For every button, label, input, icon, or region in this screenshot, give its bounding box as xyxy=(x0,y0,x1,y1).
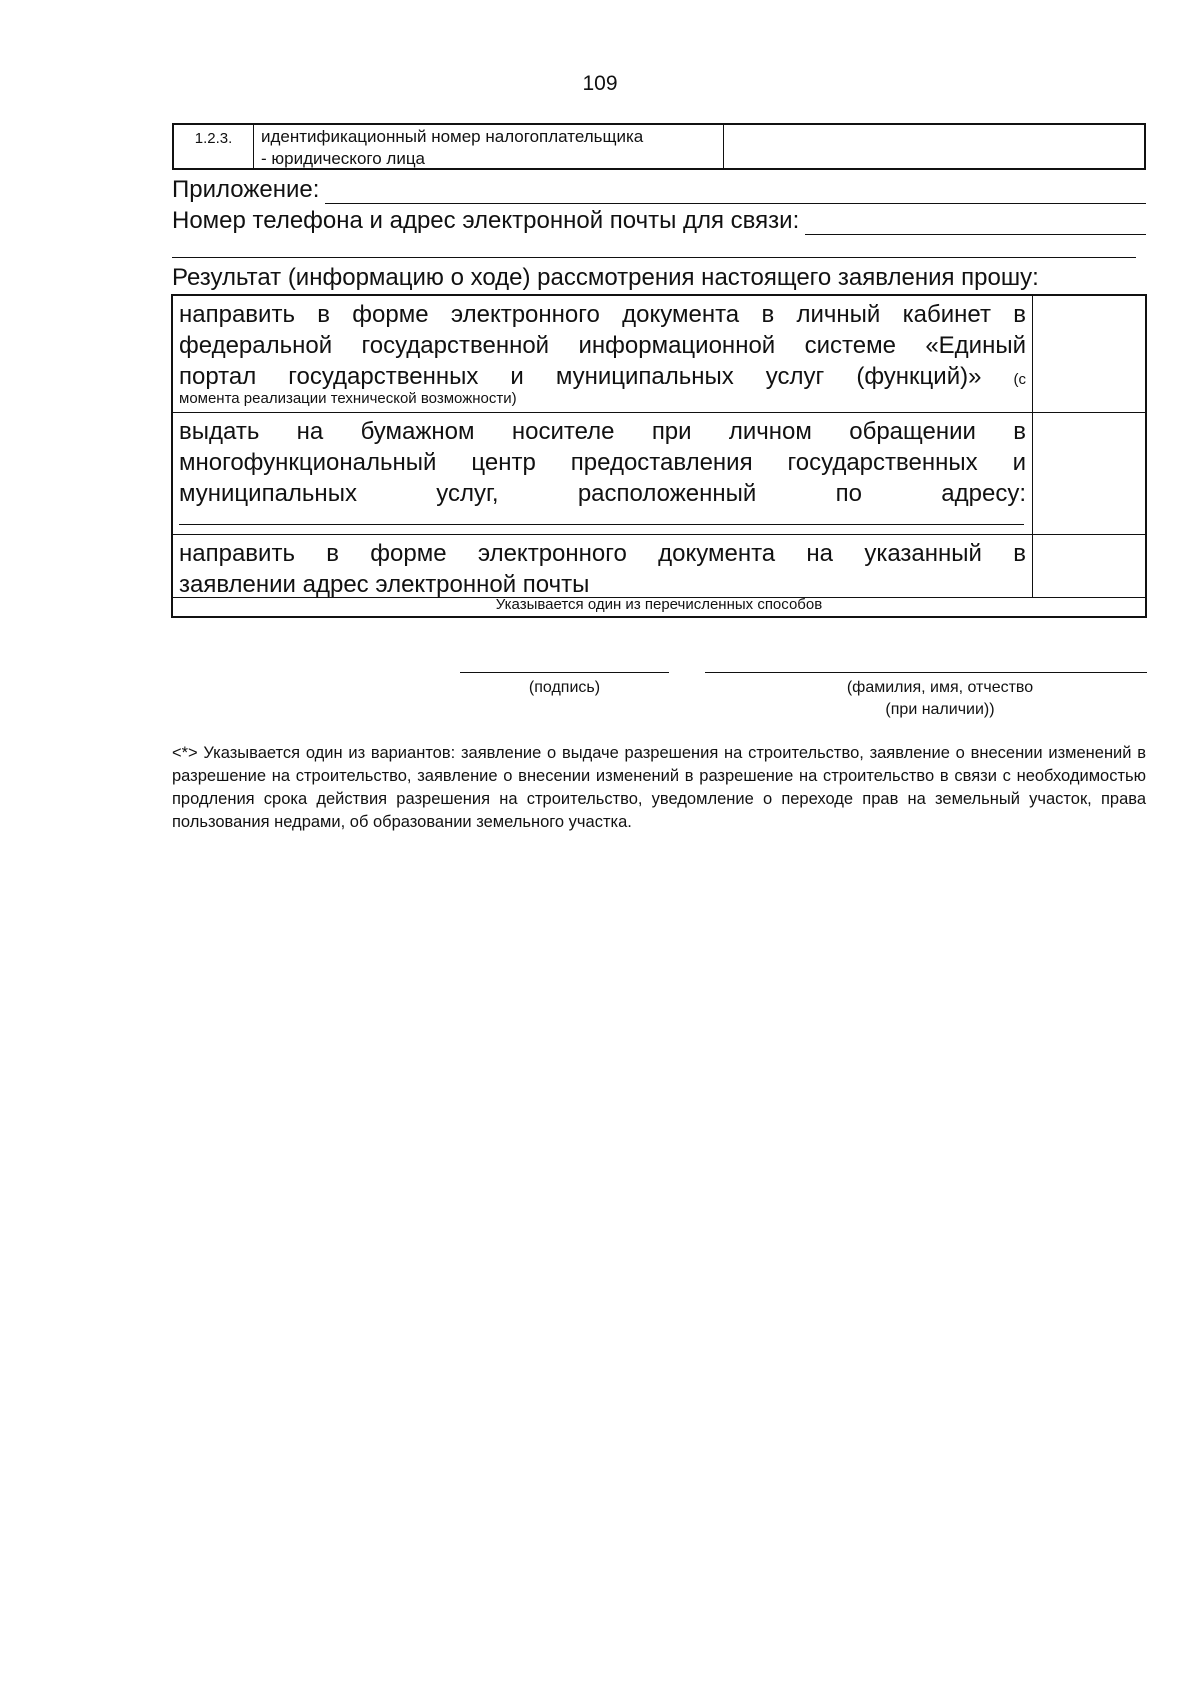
option-row-mfc xyxy=(173,413,1145,535)
footnote: <*> Указывается один из вариантов: заявление о выдаче разрешения на строительство, заявление о внесении изменений в разрешение на строительство, заявление о внесении изменений в разрешение на строительство в связи с необходимостью продления срока действия разрешения на строительство, уведомление о переходе прав на земельный участок, права пользования недрами, об образовании земельного участка. xyxy=(172,744,1146,831)
blank-line xyxy=(172,257,1136,258)
option-line-text: портал государственных и муниципальных услуг (функций)» xyxy=(179,363,982,390)
full-name-label-line1: (фамилия, имя, отчество xyxy=(846,679,1034,696)
option-line: многофункциональный центр предоставления государственных и xyxy=(179,449,1026,476)
result-options-table xyxy=(171,294,1147,618)
address-field[interactable] xyxy=(179,524,1024,525)
option-check-email[interactable] xyxy=(1033,535,1145,597)
appendix-field[interactable] xyxy=(325,183,1146,204)
option-note-end: момента реализации технической возможности) xyxy=(179,390,517,407)
option-check-mfc[interactable] xyxy=(1033,413,1145,534)
inn-table xyxy=(172,123,1146,170)
contact-row xyxy=(172,207,1146,235)
full-name-label-line2: (при наличии)) xyxy=(885,701,995,718)
full-name-field[interactable] xyxy=(705,672,1147,673)
page-number: 109 xyxy=(582,72,618,95)
result-heading: Результат (информацию о ходе) рассмотрения настоящего заявления прошу: xyxy=(172,264,1039,291)
option-line: направить в форме электронного документа в личный кабинет в xyxy=(179,301,1026,328)
signature-field[interactable] xyxy=(460,672,669,673)
inn-label-line2: - юридического лица xyxy=(261,149,426,168)
option-line: выдать на бумажном носителе при личном обращении в xyxy=(179,418,1026,445)
option-line: федеральной государственной информационной системе «Единый xyxy=(179,332,1026,359)
option-row-email xyxy=(173,535,1145,598)
inn-row-number: 1.2.3. xyxy=(174,125,254,168)
option-text-epgu xyxy=(173,296,1033,412)
options-note: Указывается один из перечисленных способов xyxy=(495,596,823,613)
option-note-start: (с xyxy=(1013,371,1026,388)
option-line: муниципальных услуг, расположенный по адресу: xyxy=(179,480,1026,507)
option-check-epgu[interactable] xyxy=(1033,296,1145,412)
option-text-mfc xyxy=(173,413,1033,534)
appendix-row xyxy=(172,176,1146,204)
full-name-label xyxy=(780,677,1100,721)
contact-field[interactable] xyxy=(805,214,1146,235)
signature-label: (подпись) xyxy=(528,679,601,696)
inn-label-line1: идентификационный номер налогоплательщика xyxy=(261,127,644,146)
appendix-label: Приложение: xyxy=(172,176,320,203)
inn-label xyxy=(254,125,724,168)
option-line: направить в форме электронного документа на указанный в xyxy=(179,540,1026,567)
option-row-epgu xyxy=(173,296,1145,413)
contact-label: Номер телефона и адрес электронной почты для связи: xyxy=(172,207,800,234)
option-text-email xyxy=(173,535,1033,597)
inn-value-field[interactable] xyxy=(724,125,1144,168)
option-line: заявлении адрес электронной почты xyxy=(179,571,590,598)
